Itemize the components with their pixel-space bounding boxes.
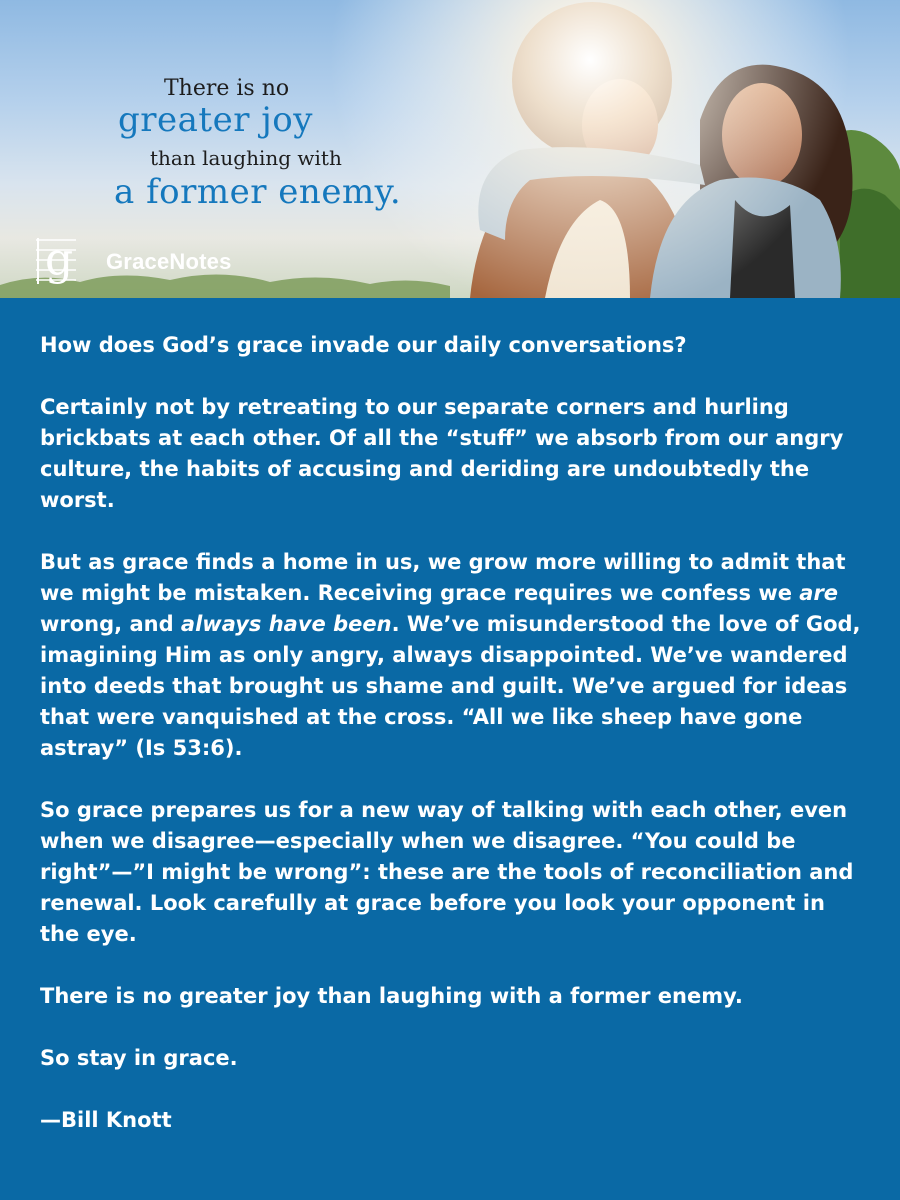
quote-line-2: greater joy [118, 100, 313, 140]
quote-line-4: a former enemy. [114, 172, 402, 212]
paragraph-5: There is no greater joy than laughing with a former enemy. [40, 984, 743, 1008]
paragraph-2: Certainly not by retreating to our separate corners and hurling brickbats at each other. Of all the “stuff” we absorb from our angry culture, the habits of accusing and deriding are undoubtedly the worst. [40, 395, 844, 512]
paragraph-4: So grace prepares us for a new way of talking with each other, even when we disagree—especially when we disagree. “You could be right”—”I might be wrong”: these are the tools of reconciliation and renewal. Look carefully at grace before you look your opponent in the eye. [40, 798, 854, 946]
emphasis-are: are [799, 581, 839, 605]
gracenotes-g-icon [36, 236, 76, 288]
hero-photo [0, 0, 900, 298]
quote-line-1: There is no [164, 76, 290, 101]
paragraph-question: How does God’s grace invade our daily conversations? [40, 333, 687, 357]
quote-line-3: than laughing with [150, 146, 342, 170]
paragraph-6: So stay in grace. [40, 1046, 238, 1070]
paragraph-3: But as grace finds a home in us, we grow more willing to admit that we might be mistaken. Receiving grace requires we confess we are wrong, and always have been. We’ve misunderstood the love of God, imagining Him as only angry, always disappointed. We’ve wandered into deeds that brought us shame and guilt. We’ve argued for ideas that were vanquished at the cross. “All we like sheep have gone astray” (Is 53:6). [40, 550, 861, 760]
devotional-text [40, 330, 870, 1167]
gracenotes-brand: GraceNotes [106, 249, 232, 274]
gracenotes-logo [36, 236, 232, 288]
svg-text:g: g [45, 236, 74, 285]
signature: —Bill Knott [40, 1108, 172, 1132]
emphasis-always-have-been: always have been [180, 612, 392, 636]
